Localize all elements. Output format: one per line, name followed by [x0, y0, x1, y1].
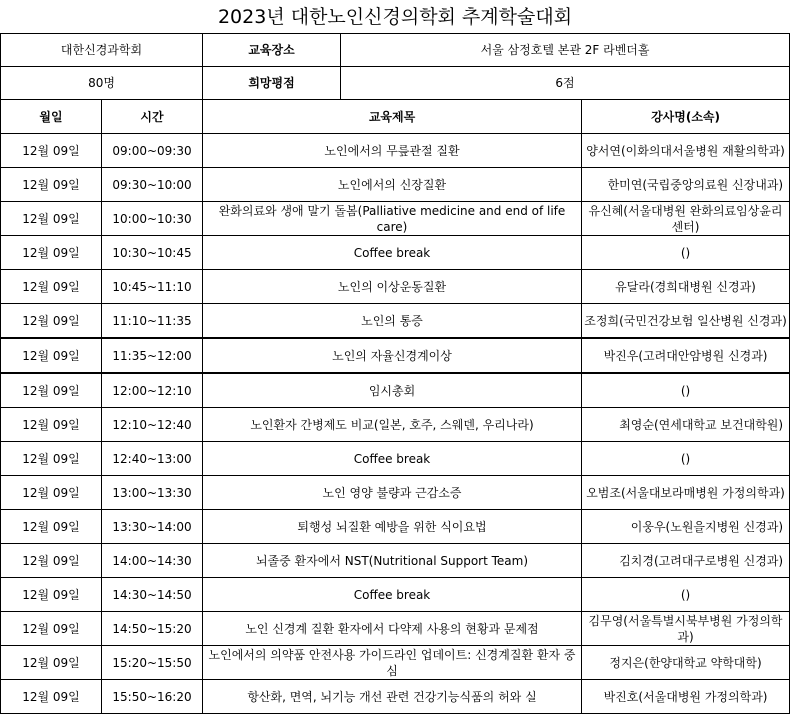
row-time: 14:50~15:20 [102, 612, 203, 646]
row-date: 12월 09일 [1, 510, 102, 544]
table-row [1, 202, 790, 236]
row-topic: 노인의 자율신경계이상 [203, 338, 582, 373]
row-date: 12월 09일 [1, 408, 102, 442]
row-topic: 노인환자 간병제도 비교(일본, 호주, 스웨덴, 우리나라) [203, 408, 582, 442]
row-topic: 항산화, 면역, 뇌기능 개선 관련 건강기능식품의 허와 실 [203, 680, 582, 714]
row-date: 12월 09일 [1, 612, 102, 646]
row-time: 14:30~14:50 [102, 578, 203, 612]
row-time: 15:50~16:20 [102, 680, 203, 714]
header-topic: 교육제목 [203, 100, 582, 134]
row-topic: Coffee break [203, 442, 582, 476]
row-topic: 노인의 통증 [203, 304, 582, 339]
row-date: 12월 09일 [1, 134, 102, 168]
table-row [1, 442, 790, 476]
table-row [1, 134, 790, 168]
row-time: 09:30~10:00 [102, 168, 203, 202]
row-topic: 노인에서의 무릎관절 질환 [203, 134, 582, 168]
table-row [1, 408, 790, 442]
row-date: 12월 09일 [1, 168, 102, 202]
row-topic: Coffee break [203, 236, 582, 270]
row-date: 12월 09일 [1, 270, 102, 304]
table-row [1, 612, 790, 646]
row-date: 12월 09일 [1, 578, 102, 612]
row-date: 12월 09일 [1, 442, 102, 476]
row-topic: 노인 영양 불량과 근감소증 [203, 476, 582, 510]
row-speaker: 김치경(고려대구로병원 신경과) [582, 544, 790, 578]
table-row [1, 680, 790, 714]
row-time: 10:45~11:10 [102, 270, 203, 304]
row-speaker: () [582, 578, 790, 612]
row-speaker: 양서연(이화의대서울병원 재활의학과) [582, 134, 790, 168]
row-speaker: 유달라(경희대병원 신경과) [582, 270, 790, 304]
header-speaker: 강사명(소속) [582, 100, 790, 134]
table-row [1, 168, 790, 202]
row-speaker: 김무영(서울특별시북부병원 가정의학과) [582, 612, 790, 646]
row-topic: 완화의료와 생애 말기 돌봄(Palliative medicine and end of life care) [203, 202, 582, 236]
row-speaker: 조정희(국민건강보험 일산병원 신경과) [582, 304, 790, 339]
row-speaker: 유신혜(서울대병원 완화의료임상윤리센터) [582, 202, 790, 236]
table-row [1, 476, 790, 510]
row-time: 10:30~10:45 [102, 236, 203, 270]
row-date: 12월 09일 [1, 202, 102, 236]
row-speaker: 정지은(한양대학교 약학대학) [582, 646, 790, 680]
venue-value: 서울 삼정호텔 본관 2F 라벤더홀 [341, 34, 790, 67]
row-date: 12월 09일 [1, 476, 102, 510]
table-row [1, 510, 790, 544]
page-title: 2023년 대한노인신경의학회 추계학술대회 [1, 0, 790, 34]
row-date: 12월 09일 [1, 544, 102, 578]
row-speaker: 박진우(고려대안암병원 신경과) [582, 338, 790, 373]
header-date: 월일 [1, 100, 102, 134]
row-time: 12:10~12:40 [102, 408, 203, 442]
row-topic: 노인에서의 신장질환 [203, 168, 582, 202]
row-date: 12월 09일 [1, 680, 102, 714]
row-speaker: 한미연(국립중앙의료원 신장내과) [582, 168, 790, 202]
credit-value: 6점 [341, 67, 790, 100]
venue-label: 교육장소 [203, 34, 341, 67]
row-topic: 퇴행성 뇌질환 예방을 위한 식이요법 [203, 510, 582, 544]
table-row [1, 236, 790, 270]
row-date: 12월 09일 [1, 304, 102, 339]
row-time: 09:00~09:30 [102, 134, 203, 168]
row-topic: 노인의 이상운동질환 [203, 270, 582, 304]
row-topic: 노인 신경계 질환 환자에서 다약제 사용의 현황과 문제점 [203, 612, 582, 646]
row-time: 11:35~12:00 [102, 338, 203, 373]
row-speaker: () [582, 373, 790, 408]
table-row [1, 544, 790, 578]
organizer-value: 대한신경과학회 [1, 34, 203, 67]
row-topic: 뇌졸중 환자에서 NST(Nutritional Support Team) [203, 544, 582, 578]
row-date: 12월 09일 [1, 646, 102, 680]
attendees-value: 80명 [1, 67, 203, 100]
row-date: 12월 09일 [1, 373, 102, 408]
row-speaker: 박진호(서울대병원 가정의학과) [582, 680, 790, 714]
row-topic: 노인에서의 의약품 안전사용 가이드라인 업데이트: 신경계질환 환자 중심 [203, 646, 582, 680]
row-time: 13:30~14:00 [102, 510, 203, 544]
row-speaker: 오범조(서울대보라매병원 가정의학과) [582, 476, 790, 510]
table-row [1, 304, 790, 339]
row-time: 12:40~13:00 [102, 442, 203, 476]
row-time: 12:00~12:10 [102, 373, 203, 408]
row-speaker: () [582, 442, 790, 476]
table-row [1, 373, 790, 408]
row-date: 12월 09일 [1, 236, 102, 270]
row-time: 11:10~11:35 [102, 304, 203, 339]
table-row [1, 270, 790, 304]
row-topic: 임시총회 [203, 373, 582, 408]
row-speaker: 이웅우(노원을지병원 신경과) [582, 510, 790, 544]
row-date: 12월 09일 [1, 338, 102, 373]
table-row [1, 578, 790, 612]
credit-label: 희망평점 [203, 67, 341, 100]
header-time: 시간 [102, 100, 203, 134]
table-row [1, 338, 790, 373]
row-time: 14:00~14:30 [102, 544, 203, 578]
row-topic: Coffee break [203, 578, 582, 612]
table-row [1, 646, 790, 680]
row-time: 10:00~10:30 [102, 202, 203, 236]
row-speaker: 최영순(연세대학교 보건대학원) [582, 408, 790, 442]
row-speaker: () [582, 236, 790, 270]
row-time: 15:20~15:50 [102, 646, 203, 680]
row-time: 13:00~13:30 [102, 476, 203, 510]
